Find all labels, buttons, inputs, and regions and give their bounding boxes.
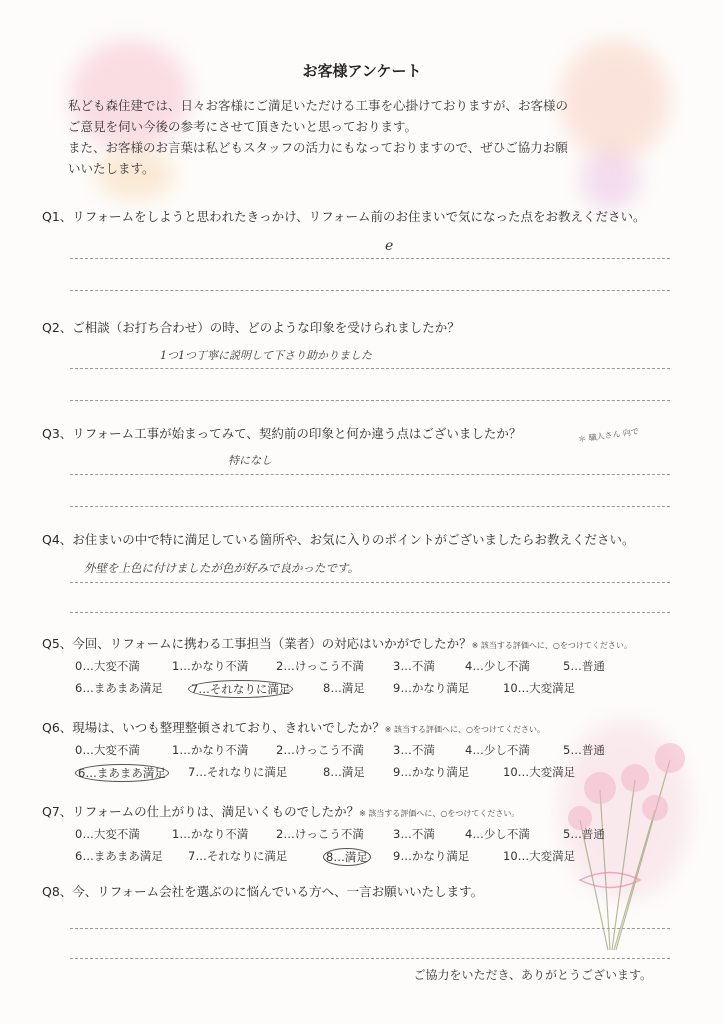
rating-option-2[interactable]: 2…けっこう不満 <box>276 743 364 757</box>
question-3: Q3、リフォーム工事が始まってみて、契約前の印象と何か違う点はございましたか？ <box>42 426 522 441</box>
rating-option-10[interactable]: 10…大変満足 <box>503 681 576 695</box>
intro-line: いいたします。 <box>68 161 155 176</box>
survey-title: お客様アンケート <box>302 62 422 80</box>
answer-line <box>70 474 670 475</box>
answer-line <box>70 582 670 583</box>
rating-option-1[interactable]: 1…かなり不満 <box>172 743 249 757</box>
answer-line <box>70 368 670 369</box>
question-4: Q4、お住まいの中で特に満足している箇所や、お気に入りのポイントがございましたらお教えください。 <box>42 532 635 547</box>
answer-line <box>70 290 670 291</box>
answer-line <box>70 958 670 959</box>
question-5-text: Q5、今回、リフォームに携わる工事担当（業者）の対応はいかがでしたか？ <box>42 636 472 651</box>
answer-line <box>70 258 670 259</box>
answer-3: 特になし <box>228 454 272 467</box>
rating-option-4[interactable]: 4…少し不満 <box>465 659 530 673</box>
rating-option-7[interactable]: 7…それなりに満足 <box>188 849 288 863</box>
rating-option-4[interactable]: 4…少し不満 <box>465 827 530 841</box>
rating-instruction: ※ 該当する評価へに、○をつけてください。 <box>359 809 520 818</box>
question-7-text: Q7、リフォームの仕上がりは、満足いくものでしたか？ <box>42 804 360 819</box>
rating-option-5[interactable]: 5…普通 <box>563 827 605 841</box>
margin-note: ＊ 職人さん 向で <box>577 426 640 445</box>
rating-option-9[interactable]: 9…かなり満足 <box>393 681 470 695</box>
closing-message: ご協力をいただき、ありがとうございます。 <box>413 968 652 982</box>
rating-option-7[interactable]: 7…それなりに満足 <box>188 680 293 698</box>
intro-line: ご意見を伺い今後の参考にさせて頂きたいと思っております。 <box>68 119 418 134</box>
rating-option-3[interactable]: 3…不満 <box>393 659 435 673</box>
rating-option-6[interactable]: 6…まあまあ満足 <box>75 849 163 863</box>
answer-2: 1つ1つ丁寧に説明して下さり助かりました <box>160 349 372 362</box>
rating-option-4[interactable]: 4…少し不満 <box>465 743 530 757</box>
answer-line <box>70 506 670 507</box>
rating-option-0[interactable]: 0…大変不満 <box>75 827 140 841</box>
question-2: Q2、ご相談（お打ち合わせ）の時、どのような印象を受けられましたか？ <box>42 320 460 335</box>
rating-instruction: ※ 該当する評価へに、○をつけてください。 <box>471 641 632 650</box>
question-5 <box>42 634 632 652</box>
rating-option-6[interactable]: 6…まあまあ満足 <box>75 764 169 782</box>
rating-option-10[interactable]: 10…大変満足 <box>503 849 576 863</box>
intro-line: 私ども森住建では、日々お客様にご満足いただける工事を心掛けておりますが、お客様の <box>68 98 569 113</box>
rating-option-9[interactable]: 9…かなり満足 <box>393 849 470 863</box>
rating-option-0[interactable]: 0…大変不満 <box>75 743 140 757</box>
rating-option-8[interactable]: 8…満足 <box>323 848 371 866</box>
answer-1: e <box>385 238 394 254</box>
rating-option-2[interactable]: 2…けっこう不満 <box>276 827 364 841</box>
rating-option-5[interactable]: 5…普通 <box>563 659 605 673</box>
rating-option-5[interactable]: 5…普通 <box>563 743 605 757</box>
answer-line <box>70 928 670 929</box>
rating-option-1[interactable]: 1…かなり不満 <box>172 659 249 673</box>
rating-option-2[interactable]: 2…けっこう不満 <box>276 659 364 673</box>
question-1: Q1、リフォームをしようと思われたきっかけ、リフォーム前のお住まいで気になった点をお教えください。 <box>42 209 646 224</box>
rating-option-1[interactable]: 1…かなり不満 <box>172 827 249 841</box>
answer-4: 外壁を上色に付けましたが色が好みで良かったです。 <box>84 561 360 575</box>
intro-line: また、お客様のお言葉は私どもスタッフの活力にもなっておりますので、ぜひご協力お願 <box>68 140 568 155</box>
rating-instruction: ※ 該当する評価へに、○をつけてください。 <box>384 725 546 734</box>
rating-option-6[interactable]: 6…まあまあ満足 <box>75 681 163 695</box>
question-7 <box>42 802 519 820</box>
rating-option-7[interactable]: 7…それなりに満足 <box>188 765 288 779</box>
question-6-text: Q6、現場は、いつも整理整頓されており、きれいでしたか？ <box>42 720 385 735</box>
rating-option-10[interactable]: 10…大変満足 <box>503 765 576 779</box>
rating-option-3[interactable]: 3…不満 <box>393 743 435 757</box>
intro-paragraph <box>68 95 668 179</box>
rating-option-9[interactable]: 9…かなり満足 <box>393 765 470 779</box>
rating-option-0[interactable]: 0…大変不満 <box>75 659 140 673</box>
answer-line <box>70 400 670 401</box>
rating-option-3[interactable]: 3…不満 <box>393 827 435 841</box>
rating-option-8[interactable]: 8…満足 <box>323 681 365 695</box>
question-6 <box>42 718 545 736</box>
question-8: Q8、今、リフォーム会社を選ぶのに悩んでいる方へ、一言お願いいたします。 <box>42 884 484 899</box>
rating-option-8[interactable]: 8…満足 <box>323 765 365 779</box>
answer-line <box>70 612 670 613</box>
